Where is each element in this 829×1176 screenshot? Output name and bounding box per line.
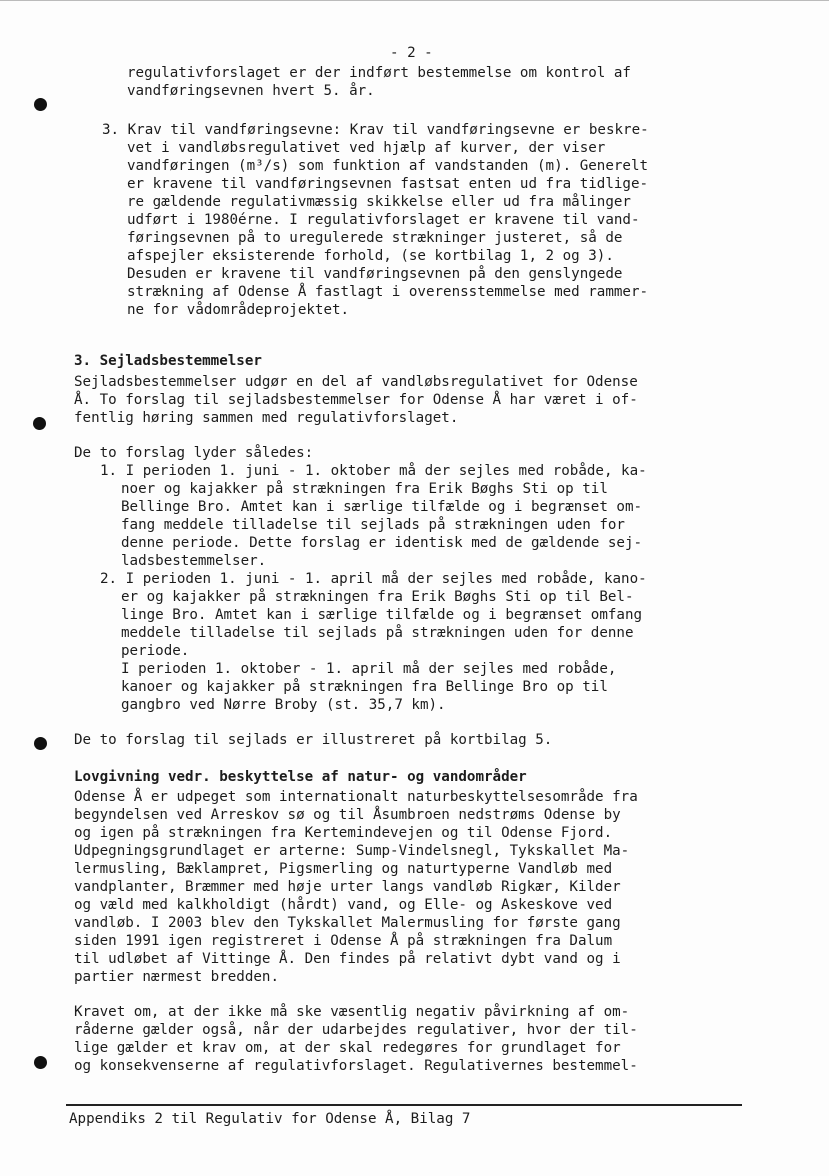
text-line: er og kajakker på strækningen fra Erik Bøghs Sti op til Bel- [121,589,634,605]
footer-rule [66,1104,742,1106]
text-line: ne for vådområdeprojektet. [127,302,350,318]
footer-text: Appendiks 2 til Regulativ for Odense Å, Bilag 7 [69,1111,471,1127]
text-line: Kravet om, at der ikke må ske væsentlig negativ påvirkning af om- [74,1004,630,1020]
text-line: Odense Å er udpeget som internationalt naturbeskyttelsesområde fra [74,789,638,805]
text-line: 1. I perioden 1. juni - 1. oktober må der sejles med robåde, ka- [100,463,647,479]
text-line: fentlig høring sammen med regulativforslaget. [74,410,459,426]
text-line: Sejladsbestemmelser udgør en del af vandløbsregulativet for Odense [74,374,638,390]
text-line: er kravene til vandføringsevnen fastsat enten ud fra tidlige- [127,176,649,192]
text-line: råderne gælder også, når der udarbejdes regulativer, hvor der til- [74,1022,638,1038]
text-line: fang meddele tilladelse til sejlads på strækningen uden for [121,517,625,533]
binder-hole-mark [34,98,47,111]
text-line: gangbro ved Nørre Broby (st. 35,7 km). [121,697,446,713]
text-line: vandføringen (m³/s) som funktion af vandstanden (m). Generelt [127,158,649,174]
text-line: og konsekvenserne af regulativforslaget. Regulativernes bestemmel- [74,1058,638,1074]
text-line: vandplanter, Bræmmer med høje urter langs vandløb Rigkær, Kilder [74,879,621,895]
text-line: og igen på strækningen fra Kertemindevejen og til Odense Fjord. [74,825,613,841]
text-line: begyndelsen ved Arreskov sø og til Åsumbroen nedstrøms Odense by [74,807,621,823]
section-heading: 3. Sejladsbestemmelser [74,353,262,369]
text-line: periode. [121,643,190,659]
scan-top-edge [0,0,829,1]
binder-hole-mark [34,737,47,750]
text-line: Å. To forslag til sejladsbestemmelser for Odense Å har været i of- [74,392,638,408]
page-number: - 2 - [390,45,433,61]
text-line: og væld med kalkholdigt (hårdt) vand, og Elle- og Askeskove ved [74,897,613,913]
text-line: vandføringsevnen hvert 5. år. [127,83,375,99]
text-line: Bellinge Bro. Amtet kan i særlige tilfælde og i begrænset om- [121,499,643,515]
text-line: re gældende regulativmæssig skikkelse eller ud fra målinger [127,194,631,210]
text-line: vet i vandløbsregulativet ved hjælp af kurver, der viser [127,140,606,156]
text-line: vandløb. I 2003 blev den Tykskallet Malermusling for første gang [74,915,621,931]
binder-hole-mark [33,417,46,430]
text-line: denne periode. Dette forslag er identisk med de gældende sej- [121,535,643,551]
text-line: lige gælder et krav om, at der skal redegøres for grundlaget for [74,1040,621,1056]
text-line: Desuden er kravene til vandføringsevnen på den genslyngede [127,266,623,282]
text-line: meddele tilladelse til sejlads på strækningen uden for denne [121,625,634,641]
text-line: Udpegningsgrundlaget er arterne: Sump-Vindelsnegl, Tykskallet Ma- [74,843,630,859]
text-line: 2. I perioden 1. juni - 1. april må der sejles med robåde, kano- [100,571,647,587]
illustrated-note: De to forslag til sejlads er illustreret på kortbilag 5. [74,732,553,748]
text-line: afspejler eksisterende forhold, (se kortbilag 1, 2 og 3). [127,248,614,264]
text-line: ladsbestemmelser. [121,553,267,569]
text-line: regulativforslaget er der indført bestemmelse om kontrol af [127,65,631,81]
text-line: føringsevnen på to uregulerede strækninger justeret, så de [127,230,623,246]
text-line: I perioden 1. oktober - 1. april må der sejles med robåde, [121,661,617,677]
text-line: kanoer og kajakker på strækningen fra Bellinge Bro op til [121,679,608,695]
text-line: strækning af Odense Å fastlagt i overensstemmelse med rammer- [127,284,649,300]
law-heading: Lovgivning vedr. beskyttelse af natur- og vandområder [74,769,527,785]
proposals-intro: De to forslag lyder således: [74,445,314,461]
text-line: 3. Krav til vandføringsevne: Krav til vandføringsevne er beskre- [102,122,649,138]
text-line: noer og kajakker på strækningen fra Erik Bøghs Sti op til [121,481,608,497]
text-line: lermusling, Bæklampret, Pigsmerling og naturtyperne Vandløb med [74,861,613,877]
text-line: udført i 1980érne. I regulativforslaget er kravene til vand- [127,212,640,228]
text-line: linge Bro. Amtet kan i særlige tilfælde og i begrænset omfang [121,607,643,623]
text-line: til udløbet af Vittinge Å. Den findes på relativt dybt vand og i [74,951,621,967]
binder-hole-mark [34,1056,47,1069]
text-line: partier nærmest bredden. [74,969,279,985]
text-line: siden 1991 igen registreret i Odense Å på strækningen fra Dalum [74,933,613,949]
